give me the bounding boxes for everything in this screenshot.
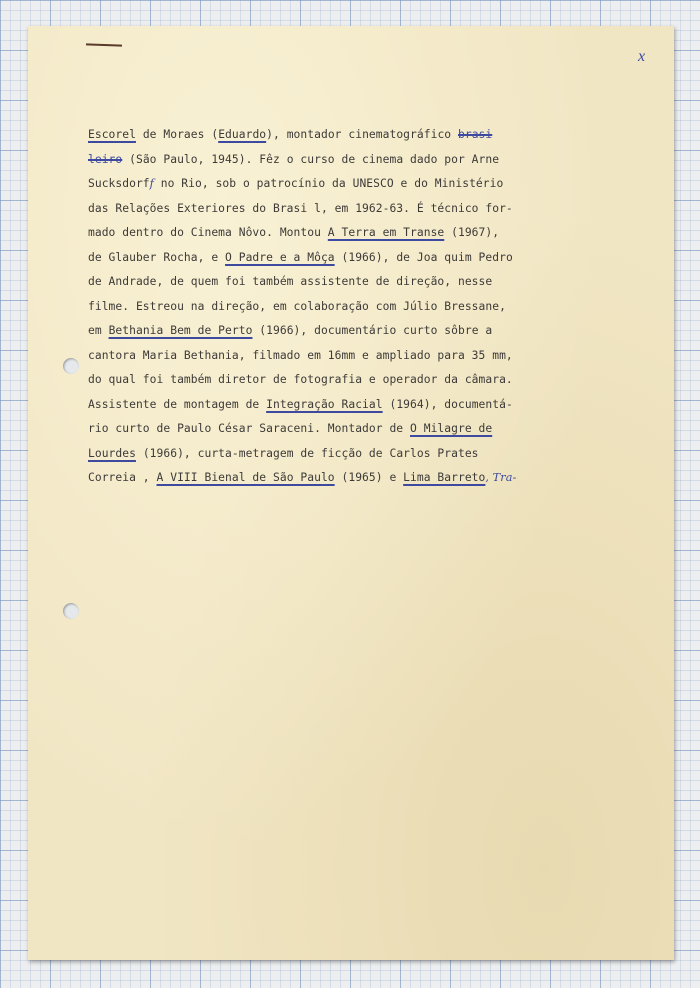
text-segment: de Glauber Rocha, e — [88, 250, 226, 264]
pen-mark — [86, 43, 122, 46]
underlined-title: O Milagre de — [410, 422, 493, 435]
text-line — [88, 344, 648, 369]
text-segment: Correia , — [88, 471, 157, 484]
document-page — [28, 26, 674, 960]
text-segment: rio curto de Paulo César Saraceni. Montador de — [88, 422, 411, 435]
text-line — [88, 368, 648, 393]
text-line — [88, 295, 648, 320]
text-segment: (1966), curta-metragem de ficção de Carlos Prates — [135, 446, 479, 460]
text-segment: das Relações Exteriores do Brasi l, em 1962-63. É técnico for- — [88, 201, 513, 215]
underlined-title: Integração Racial — [266, 397, 383, 411]
text-segment: (1966), documentário curto sôbre a — [252, 324, 493, 337]
text-segment: (1964), documentá- — [382, 397, 513, 411]
punch-hole-top — [63, 358, 79, 374]
struck-text: brasi — [458, 128, 493, 141]
text-line — [88, 319, 648, 344]
text-segment: ), montador cinematográfico — [266, 128, 458, 141]
text-segment: do qual foi também diretor de fotografia e operador da câmara. — [88, 373, 513, 386]
text-line — [88, 148, 648, 173]
text-segment: (1966), de Joa quim Pedro — [334, 250, 513, 264]
struck-text: leiro — [88, 152, 123, 166]
text-line — [88, 197, 648, 222]
underlined-title: Lima Barreto — [403, 471, 486, 484]
text-segment: no Rio, sob o patrocínio da UNESCO e do Ministério — [153, 177, 504, 190]
text-line — [88, 417, 648, 442]
text-line — [88, 442, 648, 467]
typed-text-block — [88, 123, 648, 491]
text-segment: de Moraes ( — [135, 128, 219, 141]
text-segment: cantora Maria Bethania, filmado em 16mm e ampliado para 35 mm, — [88, 348, 513, 362]
underlined-title: Escorel — [88, 128, 136, 141]
text-line — [88, 246, 648, 271]
underlined-title: Eduardo — [218, 128, 267, 141]
text-segment: (1965) e — [334, 471, 404, 484]
handwritten-correction: , Tra- — [485, 471, 517, 484]
text-segment: (São Paulo, 1945). Fêz o curso de cinema dado por Arne — [122, 152, 500, 166]
text-segment: em — [88, 324, 109, 337]
text-line — [88, 466, 648, 491]
text-segment: filme. Estreou na direção, em colaboração com Júlio Bressane, — [88, 299, 506, 313]
text-segment: Sucksdorf — [88, 177, 150, 190]
text-line — [88, 221, 648, 246]
corner-mark: x — [638, 48, 646, 65]
underlined-title: O Padre e a Môça — [225, 250, 335, 264]
underlined-title: Bethania Bem de Perto — [108, 324, 253, 337]
underlined-title: Lourdes — [88, 446, 136, 460]
text-line — [88, 270, 648, 295]
text-segment: (1967), — [444, 226, 500, 239]
text-line — [88, 123, 648, 148]
underlined-title: A Terra em Transe — [327, 226, 445, 239]
underlined-title: A VIII Bienal de São Paulo — [156, 471, 335, 484]
text-segment: Assistente de montagem de — [88, 397, 267, 411]
handwritten-correction: f — [149, 177, 154, 190]
text-line — [88, 172, 648, 197]
text-line — [88, 393, 648, 418]
punch-hole-bottom — [63, 603, 79, 619]
text-segment: de Andrade, de quem foi também assistente de direção, nesse — [88, 275, 493, 288]
text-segment: mado dentro do Cinema Nôvo. Montou — [88, 226, 328, 239]
